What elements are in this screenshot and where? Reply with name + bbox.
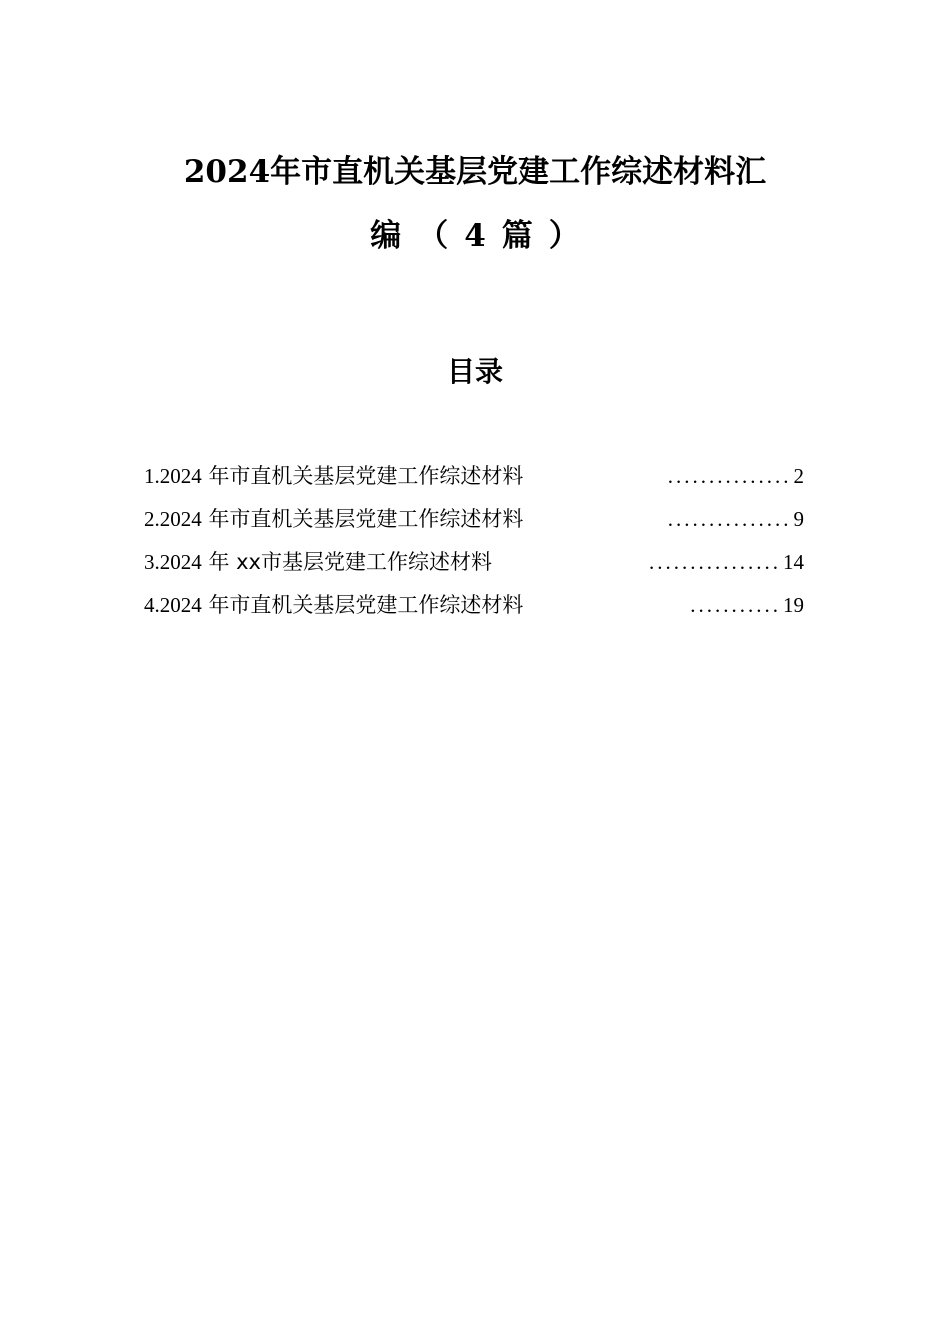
toc-entry-label [144,498,523,541]
toc-entry-3[interactable] [144,541,804,584]
toc-leader-dots: ............... [667,507,792,531]
toc-entry-label [144,455,523,498]
toc-entry-number: 3.2024 [144,550,202,574]
toc-page-number: 14 [783,550,804,574]
toc-entry-2[interactable] [144,498,804,541]
toc-entry-text: 年市直机关基层党建工作综述材料 [208,593,524,617]
toc-entry-text: 年 xx市基层党建工作综述材料 [208,550,492,574]
toc-leader-dots: ........... [690,593,781,617]
toc-page-number: 9 [793,507,804,531]
document-title-line-2: 编（4篇） [370,218,596,254]
toc-entry-number: 4.2024 [144,593,202,617]
toc-entry-text: 年市直机关基层党建工作综述材料 [208,464,524,488]
toc-leader-dots: ............... [667,464,792,488]
toc-entry-4[interactable] [144,584,804,627]
toc-entry-1[interactable] [144,455,804,498]
toc-page-number: 19 [783,593,804,617]
toc-page-number: 2 [793,464,804,488]
toc-entry-text: 年市直机关基层党建工作综述材料 [208,507,524,531]
toc-entry-label [144,541,492,584]
toc-heading: 目录 [446,355,503,388]
table-of-contents [144,455,804,627]
document-title-line-1: 2024年市直机关基层党建工作综述材料汇 [183,154,767,190]
toc-entry-number: 2.2024 [144,507,202,531]
toc-leader-dots: ................ [649,550,781,574]
toc-entry-label [144,584,523,627]
toc-entry-number: 1.2024 [144,464,202,488]
